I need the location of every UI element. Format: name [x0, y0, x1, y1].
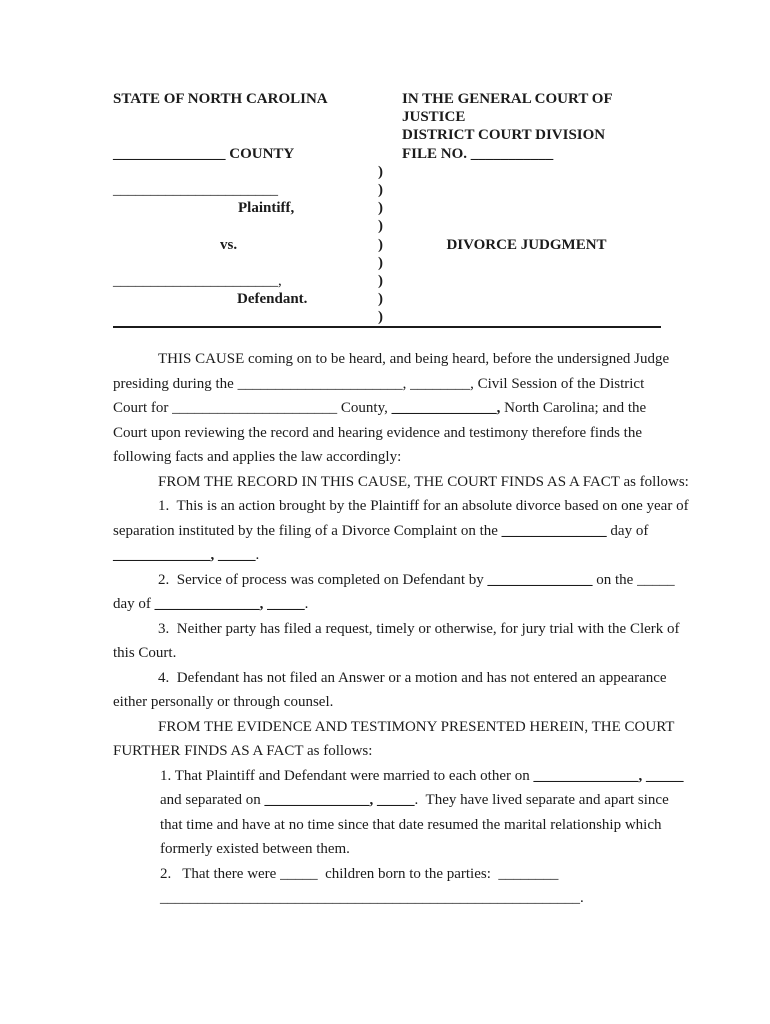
text-segment: that time and have at no time since that date resumed the marital relationship which — [160, 816, 662, 833]
text-segment: day of — [606, 522, 649, 539]
document-line — [113, 788, 669, 813]
text-segment: North Carolina; and the — [500, 400, 647, 417]
text-segment: THIS CAUSE coming on to be heard, and being heard, before the undersigned Judge — [158, 351, 670, 368]
caption-plaintiff-blank: ______________________ — [113, 181, 278, 198]
caption-paren: ) — [378, 254, 383, 271]
paragraph-record-item-4 — [113, 666, 667, 715]
caption-spacer-3 — [113, 254, 378, 272]
document-line — [113, 641, 661, 666]
text-segment: 1. This is an action brought by the Plaintiff for an absolute divorce based on one year of — [158, 498, 689, 515]
text-segment: . — [255, 547, 260, 564]
document-line — [113, 421, 661, 446]
court-header — [113, 90, 661, 163]
caption-title-column — [392, 163, 661, 327]
text-segment: 1. That Plaintiff and Defendant were married to each other on — [160, 767, 534, 784]
document-line — [113, 813, 661, 838]
court-division-line: DISTRICT COURT DIVISION — [402, 127, 606, 144]
caption-paren: ) — [378, 163, 383, 180]
caption-defendant-label: Defendant. — [237, 291, 308, 308]
caption-paren: ) — [378, 272, 383, 289]
text-segment: . — [304, 596, 309, 613]
text-segment: FROM THE RECORD IN THIS CAUSE, THE COURT FINDS AS A FACT as follows: — [158, 473, 689, 490]
state-heading: STATE OF NORTH CAROLINA — [113, 91, 328, 107]
blank-field: _____ — [645, 767, 684, 784]
blank-field: ________ — [410, 375, 471, 392]
paragraph-evidence-item-1 — [113, 764, 684, 862]
document-line — [113, 690, 661, 715]
court-name-line-2: JUSTICE — [402, 109, 466, 126]
paragraph-record-item-2 — [113, 568, 675, 617]
header-spacer — [113, 108, 402, 126]
caption-paren: ) — [378, 291, 383, 308]
caption-paren-column — [378, 163, 392, 327]
text-segment: children born to the parties: — [317, 865, 499, 882]
document-line — [113, 739, 661, 764]
paragraph-record-heading — [113, 470, 689, 495]
header-spacer — [113, 126, 402, 144]
paragraph-evidence-item-2 — [113, 862, 661, 911]
text-segment: County, — [337, 400, 392, 417]
blank-field: ______________, — [391, 400, 501, 417]
document-line — [113, 372, 661, 397]
text-segment: presiding during the — [113, 375, 238, 392]
blank-field: ________ — [498, 865, 559, 882]
caption-paren: ) — [378, 236, 383, 253]
text-segment: either personally or through counsel. — [113, 694, 334, 711]
blank-field: _____________, — [113, 547, 215, 564]
text-segment: Court upon reviewing the record and hearing evidence and testimony therefore finds the — [113, 424, 642, 441]
text-segment: , Civil Session of the District — [470, 375, 645, 392]
text-segment: day of — [113, 596, 155, 613]
blank-field: ________________________________________________________ — [160, 890, 580, 907]
text-segment: on the — [592, 571, 638, 588]
text-segment: . — [580, 890, 584, 907]
blank-field: ______________, — [533, 767, 643, 784]
text-segment: 3. Neither party has filed a request, timely or otherwise, for jury trial with the Clerk of — [158, 620, 680, 637]
document-line — [113, 445, 661, 470]
caption-spacer-4 — [113, 308, 378, 326]
text-segment: FROM THE EVIDENCE AND TESTIMONY PRESENTED HEREIN, THE COURT — [158, 718, 675, 735]
blank-field: _____ — [218, 547, 256, 564]
caption-spacer-1 — [113, 163, 378, 181]
text-segment: 2. Service of process was completed on Defendant by — [158, 571, 488, 588]
blank-field: _____ — [637, 571, 675, 588]
document-line — [113, 666, 667, 691]
header-left-column — [113, 90, 402, 163]
document-title: DIVORCE JUDGMENT — [446, 236, 607, 253]
text-segment: separation instituted by the filing of a Divorce Complaint on the — [113, 522, 502, 539]
blank-field: ______________________ — [172, 400, 338, 417]
document-line — [113, 715, 675, 740]
caption-spacer-2 — [113, 217, 378, 235]
caption-paren: ) — [378, 200, 383, 217]
header-right-column — [402, 90, 661, 163]
document-body — [113, 347, 689, 911]
document-line — [113, 617, 680, 642]
caption-plaintiff-label: Plaintiff, — [238, 200, 295, 217]
paragraph-record-item-1 — [113, 494, 689, 568]
caption-paren: ) — [378, 218, 383, 235]
text-segment: 2. That there were — [160, 865, 281, 882]
text-segment: and separated on — [160, 792, 265, 809]
document-line — [113, 837, 661, 862]
blank-field: ______________, — [154, 596, 264, 613]
text-segment: FURTHER FINDS AS A FACT as follows: — [113, 743, 373, 760]
document-line — [113, 347, 670, 372]
paragraph-evidence-heading — [113, 715, 675, 764]
blank-field: ______________________ — [237, 375, 403, 392]
text-segment: this Court. — [113, 645, 177, 662]
document-line — [113, 862, 661, 887]
court-name-line-1: IN THE GENERAL COURT OF — [402, 91, 613, 107]
blank-field: ______________ — [487, 571, 593, 588]
paragraph-record-item-3 — [113, 617, 680, 666]
blank-field: _____ — [280, 865, 318, 882]
document-line — [113, 764, 684, 789]
text-segment: formerly existed between them. — [160, 841, 350, 858]
text-segment: following facts and applies the law accordingly: — [113, 449, 402, 466]
document-line — [113, 396, 661, 421]
blank-field: _____ — [377, 792, 415, 809]
caption-paren: ) — [378, 309, 383, 326]
document-line — [113, 886, 661, 911]
caption-versus-label: vs. — [220, 236, 238, 253]
file-no-line: FILE NO. ___________ — [402, 145, 554, 162]
document-line — [113, 494, 689, 519]
blank-field: ______________ — [501, 522, 607, 539]
caption-parties-column — [113, 163, 378, 327]
text-segment: Court for — [113, 400, 173, 417]
paragraph-opening — [113, 347, 670, 470]
document-line — [113, 592, 661, 617]
document-line — [113, 470, 689, 495]
caption-defendant-blank: ______________________, — [113, 272, 282, 289]
case-caption — [113, 163, 661, 329]
text-segment: , — [402, 375, 411, 392]
caption-paren: ) — [378, 181, 383, 198]
county-line: _______________ COUNTY — [113, 145, 295, 162]
document-line — [113, 543, 661, 568]
blank-field: _____ — [267, 596, 305, 613]
document-line — [113, 568, 675, 593]
blank-field: ______________, — [264, 792, 374, 809]
text-segment: 4. Defendant has not filed an Answer or a motion and has not entered an appearance — [158, 669, 667, 686]
text-segment: . They have lived separate and apart since — [414, 792, 669, 809]
document-line — [113, 519, 661, 544]
